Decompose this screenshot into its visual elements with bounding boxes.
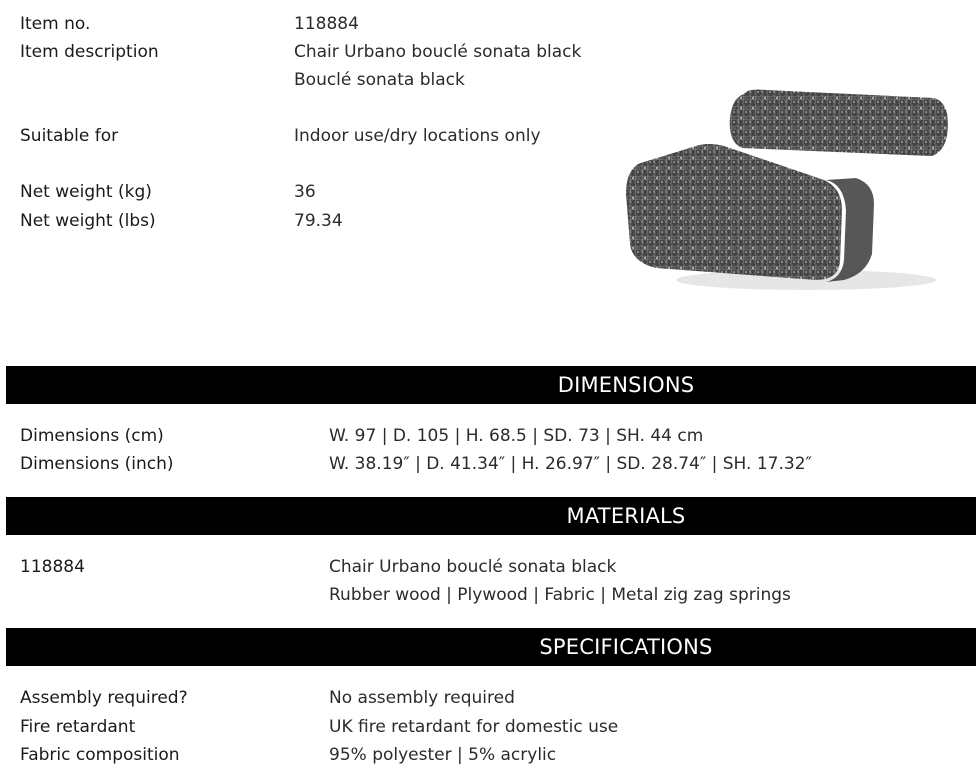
dimensions-inch-value: W. 38.19″ | D. 41.34″ | H. 26.97″ | SD. 28.74″ | SH. 17.32″ xyxy=(329,454,812,474)
item-no-value: 118884 xyxy=(294,14,359,34)
materials-composition: Rubber wood | Plywood | Fabric | Metal zig zag springs xyxy=(329,585,791,605)
spec-row-label: Fabric composition xyxy=(20,745,180,765)
dimensions-heading: DIMENSIONS xyxy=(6,366,976,404)
dimensions-inch-label: Dimensions (inch) xyxy=(20,454,174,474)
suitable-for-value: Indoor use/dry locations only xyxy=(294,126,541,146)
materials-item-name: Chair Urbano bouclé sonata black xyxy=(329,557,617,577)
net-weight-lbs-label: Net weight (lbs) xyxy=(20,211,156,231)
item-description-value-2: Bouclé sonata black xyxy=(294,70,465,90)
suitable-for-label: Suitable for xyxy=(20,126,119,146)
chair-product-image xyxy=(616,84,956,294)
item-no-label: Item no. xyxy=(20,14,91,34)
net-weight-kg-label: Net weight (kg) xyxy=(20,182,152,202)
materials-heading: MATERIALS xyxy=(6,497,976,535)
net-weight-lbs-value: 79.34 xyxy=(294,211,343,231)
spec-row-value: UK fire retardant for domestic use xyxy=(329,717,619,737)
dimensions-cm-label: Dimensions (cm) xyxy=(20,426,164,446)
item-description-value: Chair Urbano bouclé sonata black xyxy=(294,42,582,62)
spec-row-label: Assembly required? xyxy=(20,688,188,708)
spec-row-value: No assembly required xyxy=(329,688,515,708)
item-description-label: Item description xyxy=(20,42,159,62)
net-weight-kg-value: 36 xyxy=(294,182,316,202)
spec-row-value: 95% polyester | 5% acrylic xyxy=(329,745,557,765)
dimensions-cm-value: W. 97 | D. 105 | H. 68.5 | SD. 73 | SH. 44 cm xyxy=(329,426,704,446)
specifications-heading: SPECIFICATIONS xyxy=(6,628,976,666)
materials-item-code: 118884 xyxy=(20,557,85,577)
spec-row-label: Fire retardant xyxy=(20,717,136,737)
